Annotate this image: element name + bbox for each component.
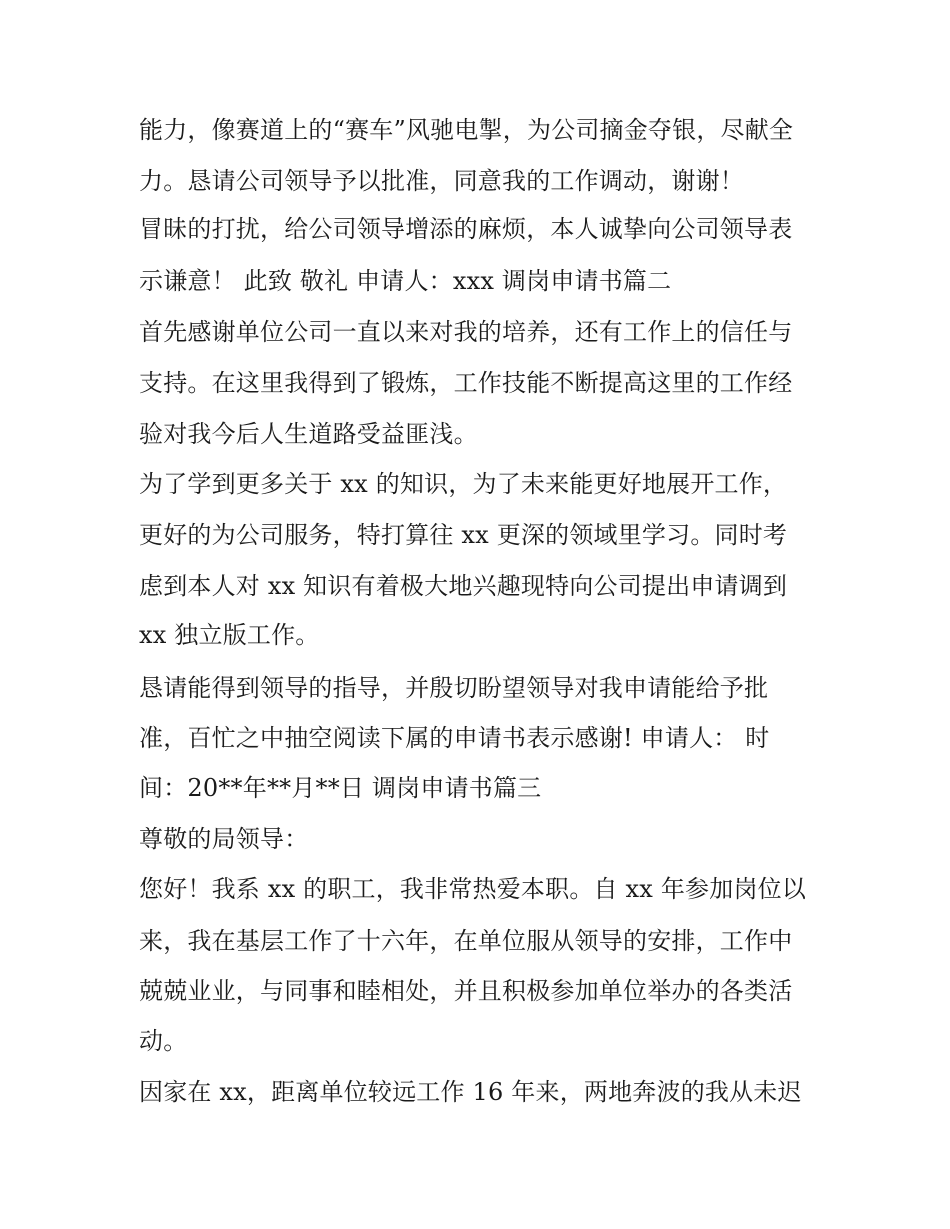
text-line: 力。恳请公司领导予以批准，同意我的工作调动，谢谢！ (139, 167, 744, 195)
text-line: 支持。在这里我得到了锻炼，工作技能不断提高这里的工作经 (139, 369, 793, 397)
text-line: 虑到本人对 xx 知识有着极大地兴趣现特向公司提出申请调到 (139, 572, 788, 600)
text-line: xx 独立版工作。 (139, 621, 320, 649)
text-line: 示谦意！ 此致 敬礼 申请人：xxx 调岗申请书篇二 (139, 267, 672, 295)
text-line: 更好的为公司服务，特打算往 xx 更深的领域里学习。同时考 (139, 521, 788, 549)
text-line: 为了学到更多关于 xx 的知识，为了未来能更好地展开工作， (139, 470, 788, 498)
text-line: 能力，像赛道上的“赛车”风驰电掣，为公司摘金夺银，尽献全 (139, 116, 794, 144)
text-line: 首先感谢单位公司一直以来对我的培养，还有工作上的信任与 (139, 318, 793, 346)
text-line: 您好！我系 xx 的职工，我非常热爱本职。自 xx 年参加岗位以 (139, 875, 807, 903)
text-line: 动。 (139, 1027, 188, 1055)
text-line: 来，我在基层工作了十六年，在单位服从领导的安排，工作中 (139, 927, 793, 955)
text-line: 验对我今后人生道路受益匪浅。 (139, 420, 478, 448)
text-line: 因家在 xx，距离单位较远工作 16 年来，两地奔波的我从未迟 (139, 1078, 802, 1106)
text-line: 间：20**年**月**日 调岗申请书篇三 (139, 774, 542, 802)
text-line: 兢兢业业，与同事和睦相处，并且积极参加单位举办的各类活 (139, 977, 793, 1005)
text-line: 冒昧的打扰，给公司领导增添的麻烦，本人诚挚向公司领导表 (139, 215, 793, 243)
text-line: 准，百忙之中抽空阅读下属的申请书表示感谢! 申请人： 时 (139, 724, 770, 752)
text-line: 尊敬的局领导： (139, 825, 309, 853)
text-line: 恳请能得到领导的指导，并殷切盼望领导对我申请能给予批 (139, 674, 769, 702)
